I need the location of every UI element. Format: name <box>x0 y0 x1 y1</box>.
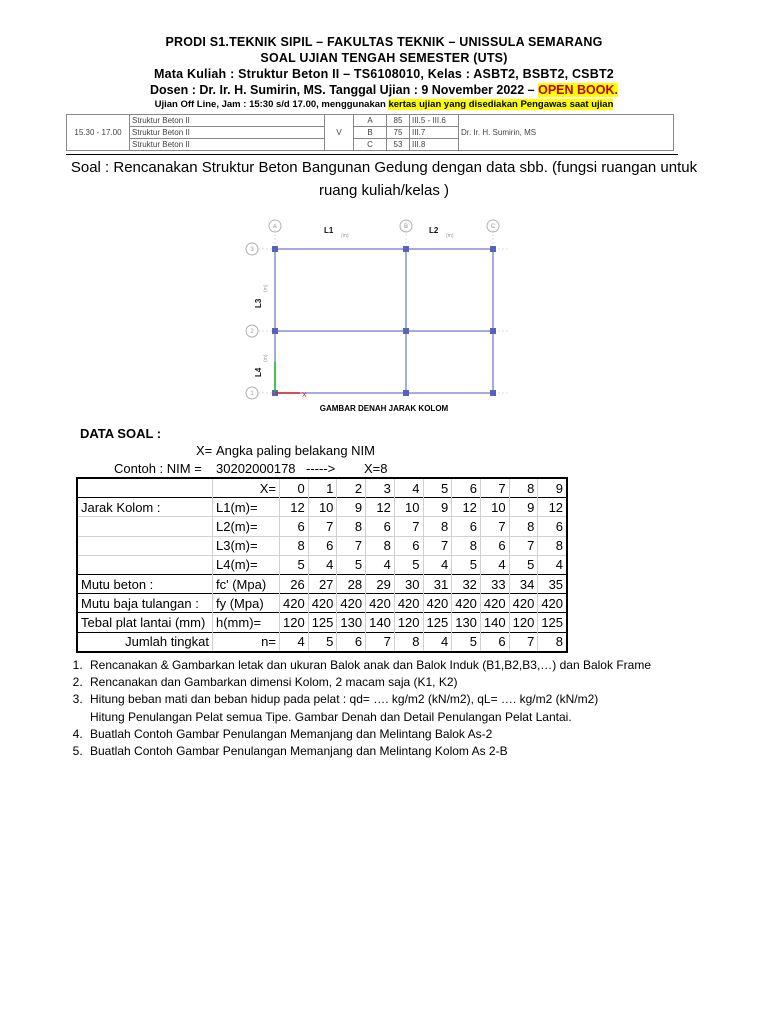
data-title: DATA SOAL : <box>80 426 162 441</box>
list-item: 3. Hitung beban mati dan beban hidup pada pelat : qd= …. kg/m2 (kN/m2), qL= …. kg/m2 (kN/m2) Hitung Penulangan Pelat semua Tipe. Gambar Denah dan Detail Penulangan Pelat Lantai. <box>86 691 768 725</box>
schedule-time: 15.30 - 17.00 <box>67 115 130 151</box>
span-label-l3: L3 <box>254 298 263 308</box>
span-label-l4: L4 <box>254 367 263 377</box>
column-b3 <box>403 246 409 252</box>
header-program: PRODI S1.TEKNIK SIPIL – FAKULTAS TEKNIK – UNISSULA SEMARANG <box>165 35 603 49</box>
list-item: 5. Buatlah Contoh Gambar Penulangan Memanjang dan Melintang Kolom As 2-B <box>86 743 768 760</box>
beam-frame <box>275 249 493 393</box>
table-row: Mutu baja tulangan : fy (Mpa) 420 420 420 420 420 420 420 420 420 420 <box>77 594 567 613</box>
header-course: Mata Kuliah : Struktur Beton II – TS6108010, Kelas : ASBT2, BSBT2, CSBT2 <box>154 67 614 81</box>
x-axis-label: X <box>302 392 307 399</box>
x-def-text: Angka paling belakang NIM <box>216 443 375 458</box>
table-row: L2(m)= 6 7 8 6 7 8 6 7 8 6 <box>77 517 567 536</box>
open-book-highlight: OPEN BOOK. <box>538 83 618 97</box>
column-a3 <box>272 246 278 252</box>
table-row: Jarak Kolom : L1(m)= 12 10 9 12 10 9 12 10 9 12 <box>77 498 567 517</box>
task-list <box>56 657 768 760</box>
problem-statement: Soal : Rencanakan Struktur Beton Bangunan Gedung dengan data sbb. (fungsi ruangan untuk ruang kuliah/kelas ) <box>70 159 698 199</box>
column-c2 <box>490 328 496 334</box>
header-exam-time: Ujian Off Line, Jam : 15:30 s/d 17.00, menggunakan kertas ujian yang disediakan Pengawas saat ujian <box>154 99 614 110</box>
exam-header <box>0 34 768 111</box>
list-item: 2. Rencanakan dan Gambarkan dimensi Kolom, 2 macam saja (K1, K2) <box>86 674 768 691</box>
table-row: Struktur Beton II C 53 III.8 <box>67 139 674 151</box>
schedule-table <box>66 114 674 151</box>
table-row: 15.30 - 17.00 Struktur Beton II V A 85 III.5 - III.6 Dr. Ir. H. Sumirin, MS <box>67 115 674 127</box>
column-c1 <box>490 390 496 396</box>
example-arrow: -----> <box>306 461 336 476</box>
table-row: Struktur Beton II B 75 III.7 <box>67 127 674 139</box>
header-lecturer: Dosen : Dr. Ir. H. Sumirin, MS. Tanggal Ujian : 9 November 2022 – OPEN BOOK. <box>150 83 618 97</box>
example-x: X=8 <box>364 461 388 476</box>
example-label: Contoh : NIM = <box>114 461 202 476</box>
grid-label-b: B <box>403 224 409 230</box>
span-label-l1: L1 <box>324 226 334 235</box>
table-row: Mutu beton : fc' (Mpa) 26 27 28 29 30 31 32 33 34 35 <box>77 574 567 593</box>
example-nim: 30202000178 <box>216 461 296 476</box>
paper-highlight: kertas ujian yang disediakan Pengawas saat ujian <box>388 99 614 110</box>
table-row: Jumlah tingkat n= 4 5 6 7 8 4 5 6 7 8 <box>77 632 567 652</box>
grid-lines <box>258 226 508 393</box>
schedule-lecturer: Dr. Ir. H. Sumirin, MS <box>459 115 674 151</box>
axis-indicator <box>275 362 307 399</box>
span-label-l2: L2 <box>429 226 439 235</box>
schedule-semester: V <box>325 115 354 151</box>
x-def-label: X= <box>196 443 213 458</box>
column-b2 <box>403 328 409 334</box>
grid-label-a: A <box>272 224 278 230</box>
plan-caption: GAMBAR DENAH JARAK KOLOM <box>319 404 449 413</box>
frame-outline <box>275 249 493 393</box>
grid-label-1: 1 <box>250 391 254 397</box>
grid-label-2: 2 <box>250 329 254 335</box>
header-x-label: X= <box>213 478 280 498</box>
grid-label-3: 3 <box>250 247 254 253</box>
table-header-row: X= 0 1 2 3 4 5 6 7 8 9 <box>77 478 567 498</box>
list-item: 1. Rencanakan & Gambarkan letak dan ukuran Balok anak dan Balok Induk (B1,B2,B3,…) dan Balok Frame <box>86 657 768 674</box>
grid-label-c: C <box>490 224 496 230</box>
table-row: L3(m)= 8 6 7 8 6 7 8 6 7 8 <box>77 536 567 555</box>
column-b1 <box>403 390 409 396</box>
table-row: Tebal plat lantai (mm) h(mm)= 120 125 130 140 120 125 130 140 120 125 <box>77 613 567 632</box>
column-c3 <box>490 246 496 252</box>
data-table <box>76 477 568 653</box>
table-row: L4(m)= 5 4 5 4 5 4 5 4 5 4 <box>77 555 567 574</box>
column-grid-plan <box>238 212 518 404</box>
column-a2 <box>272 328 278 334</box>
span-unit-l2: (m) <box>446 233 454 239</box>
column-nodes <box>272 246 496 396</box>
task-3-extra: Hitung Penulangan Pelat semua Tipe. Gambar Denah dan Detail Penulangan Pelat Lantai. <box>90 709 572 724</box>
span-unit-l4: (m) <box>263 354 269 362</box>
span-unit-l1: (m) <box>341 233 349 239</box>
divider <box>66 154 678 155</box>
list-item: 4. Buatlah Contoh Gambar Penulangan Memanjang dan Melintang Balok As-2 <box>86 726 768 743</box>
header-exam-title: SOAL UJIAN TENGAH SEMESTER (UTS) <box>260 51 508 65</box>
span-unit-l3: (m) <box>263 284 269 292</box>
